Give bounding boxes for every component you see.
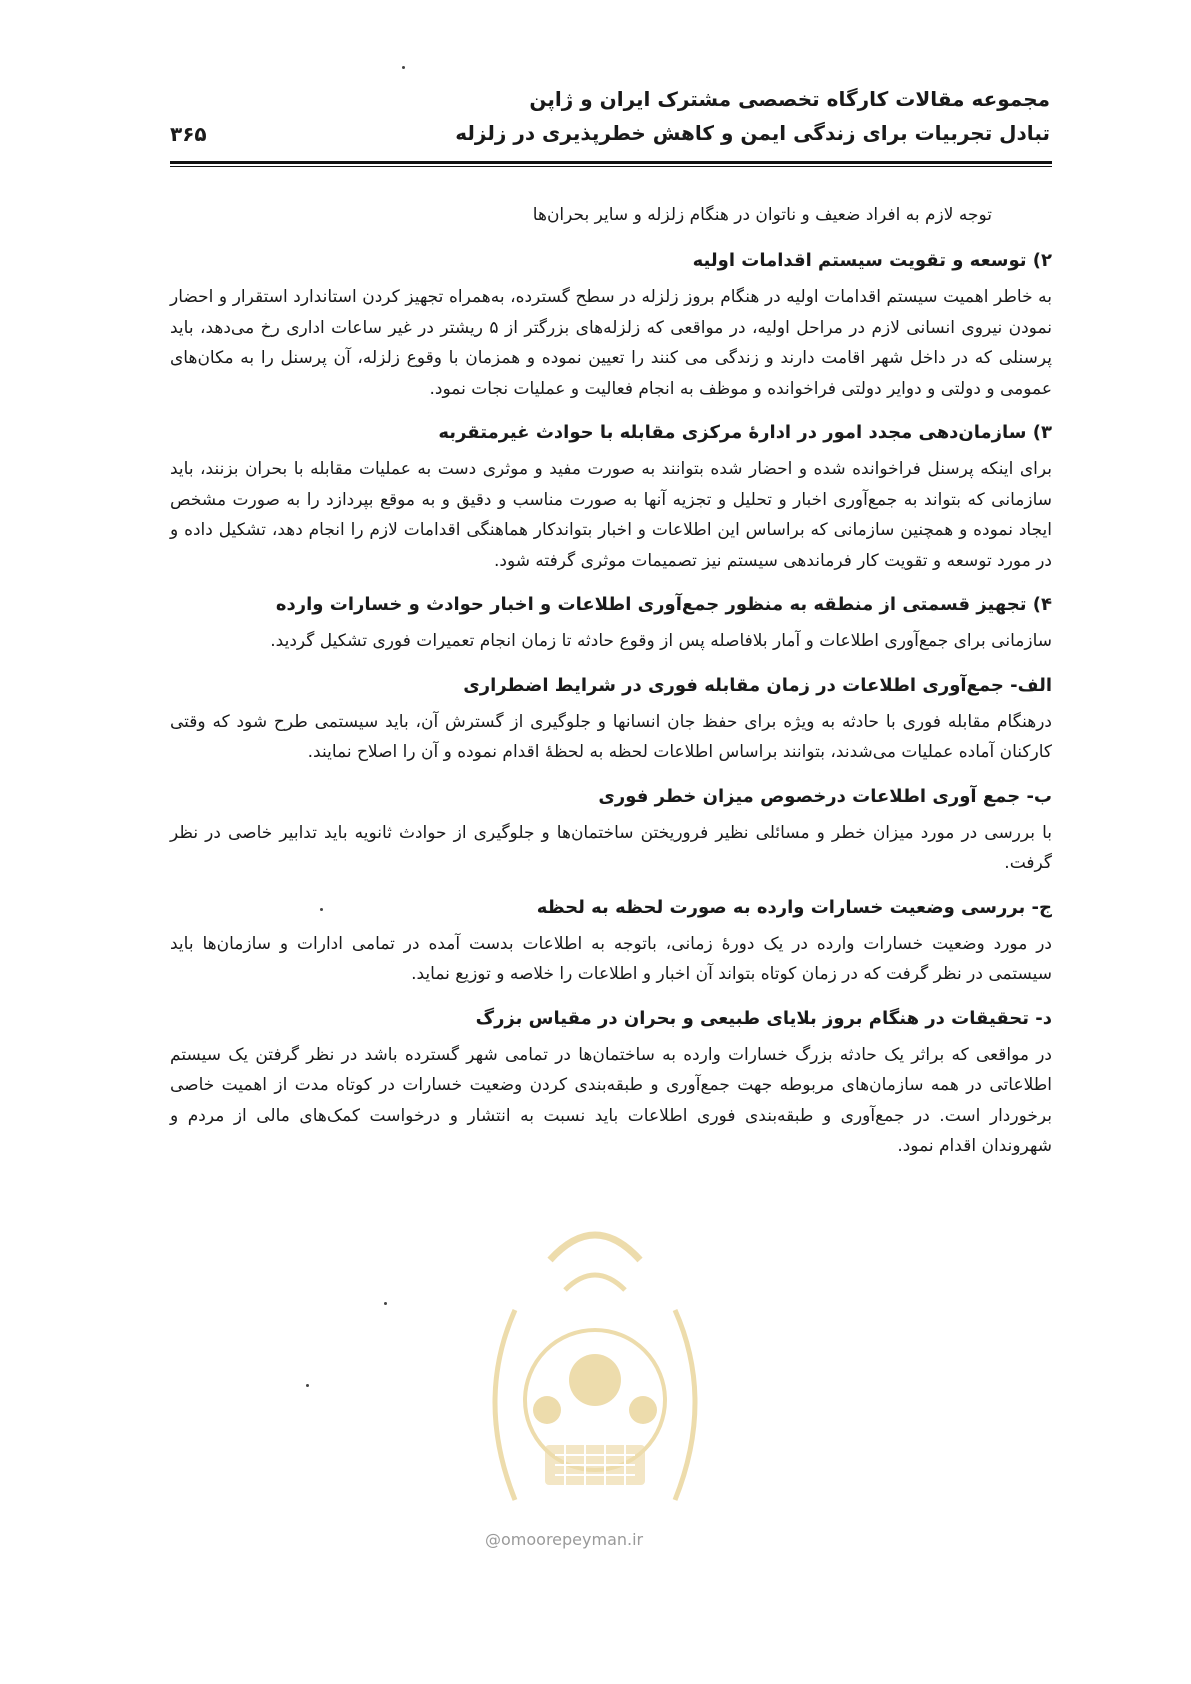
section [170,246,1052,404]
section [170,893,1052,990]
intro-line: توجه لازم به افراد ضعیف و ناتوان در هنگام زلزله و سایر بحران‌ها [532,205,992,225]
section-paragraph: در مورد وضعیت خسارات وارده در یک دورهٔ زمانی، باتوجه به اطلاعات بدست آمده در تمامی ادارات و سازمان‌ها باید سیستمی در نظر گرفت که در زمان کوتاه بتواند آن اخبار و اطلاعات را خلاصه و توزیع نماید. [170,933,1052,984]
section [170,590,1052,657]
scan-speck [384,1302,387,1305]
section-paragraph: سازمانی برای جمع‌آوری اطلاعات و آمار بلافاصله پس از وقوع حادثه تا زمان انجام تعمیرات فوری تشکیل گردید. [270,631,1052,651]
section-heading: ۳) سازمان‌دهی مجدد امور در ادارهٔ مرکزی مقابله با حوادث غیرمتقربه [438,422,1052,443]
scan-speck [402,66,405,69]
section-paragraph: در مواقعی که براثر یک حادثه بزرگ خسارات وارده به ساختمان‌ها در تمامی شهر گسترده باشد در نظر گرفتن یک سیستم اطلاعاتی در همه سازمان‌های مربوطه جهت جمع‌آوری و طبقه‌بندی کردن وضعیت خسارات در کوتاه مدت از اهمیت خاصی برخوردار است. در جمع‌آوری و طبقه‌بندی فوری اطلاعات باید نسبت به انتشار و درخواست کمک‌های مالی از مردم و شهروندان اقدام نمود. [170,1044,1052,1156]
watermark-seal-icon [455,1200,735,1530]
watermark-text: @omoorepeyman.ir [485,1530,644,1549]
document-body [170,200,1052,1166]
header-titles [455,82,1050,150]
section [170,418,1052,576]
section-paragraph: با بررسی در مورد میزان خطر و مسائلی نظیر فروریختن ساختمان‌ها و جلوگیری از حوادث ثانویه باید تدابیر خاصی در نظر گرفت. [170,822,1052,873]
section [170,1004,1052,1162]
section-heading: ۲) توسعه و تقویت سیستم اقدامات اولیه [692,250,1052,271]
scan-speck [320,908,323,911]
section [170,782,1052,879]
page-number: ۳۶۵ [170,122,207,146]
scan-speck [306,1384,309,1387]
section-paragraph: به خاطر اهمیت سیستم اقدامات اولیه در هنگام بروز زلزله در سطح گسترده، به‌همراه تجهیز کردن استاندارد استقرار و احضار نمودن نیروی انسانی لازم در مراحل اولیه، در مواقعی که زلزله‌های بزرگتر از ۵ ریشتر در غیر ساعات اداری رخ می‌دهد، باید پرسنلی که در داخل شهر اقامت دارند و زندگی می کنند را تعیین نموده و همزمان با وقوع زلزله، آن پرسنل را به مکان‌های عمومی و دولتی و دوایر دولتی فراخوانده و موظف به انجام فعالیت و عملیات نجات نمود. [170,287,1052,399]
section-paragraph: درهنگام مقابله فوری با حادثه به ویژه برای حفظ جان انسانها و جلوگیری از گسترش آن، باید سیستمی طرح شود که وقتی کارکنان آماده عملیات می‌شدند، بتوانند براساس اطلاعات لحظه به لحظهٔ اقدام نموده و آن را اصلاح نمایند. [170,711,1052,762]
section-heading: د- تحقیقات در هنگام بروز بلایای طبیعی و بحران در مقیاس بزرگ [475,1007,1052,1029]
header-divider [170,161,1052,167]
header-title-line2: تبادل تجربیات برای زندگی ایمن و کاهش خطرپذیری در زلزله [455,121,1050,145]
section-heading: ب- جمع آوری اطلاعات درخصوص میزان خطر فوری [598,785,1052,807]
section-heading: ج- بررسی وضعیت خسارات وارده به صورت لحظه به لحظه [536,896,1052,918]
page-header [170,82,1050,162]
section-heading: الف- جمع‌آوری اطلاعات در زمان مقابله فوری در شرایط اضطراری [463,674,1052,696]
header-title-line1: مجموعه مقالات کارگاه تخصصی مشترک ایران و ژاپن [529,87,1050,111]
section [170,671,1052,768]
section-heading: ۴) تجهیز قسمتی از منطقه به منظور جمع‌آوری اطلاعات و اخبار حوادث و خسارات وارده [275,594,1052,615]
section-paragraph: برای اینکه پرسنل فراخوانده شده و احضار شده بتوانند به صورت مفید و موثری دست به عملیات مقابله با بحران بزنند، باید سازمانی که بتواند به جمع‌آوری اخبار و تحلیل و تجزیه آنها به صورت مناسب و دقیق و به موقع بپردازد را به صورت مشخص ایجاد نموده و همچنین سازمانی که براساس این اطلاعات و اخبار بتواندکار هماهنگی اقدامات لازم را انجام دهد، تشکیل داده و در مورد توسعه و تقویت کار فرماندهی سیستم نیز تصمیمات موثری گرفته شود. [170,459,1052,571]
